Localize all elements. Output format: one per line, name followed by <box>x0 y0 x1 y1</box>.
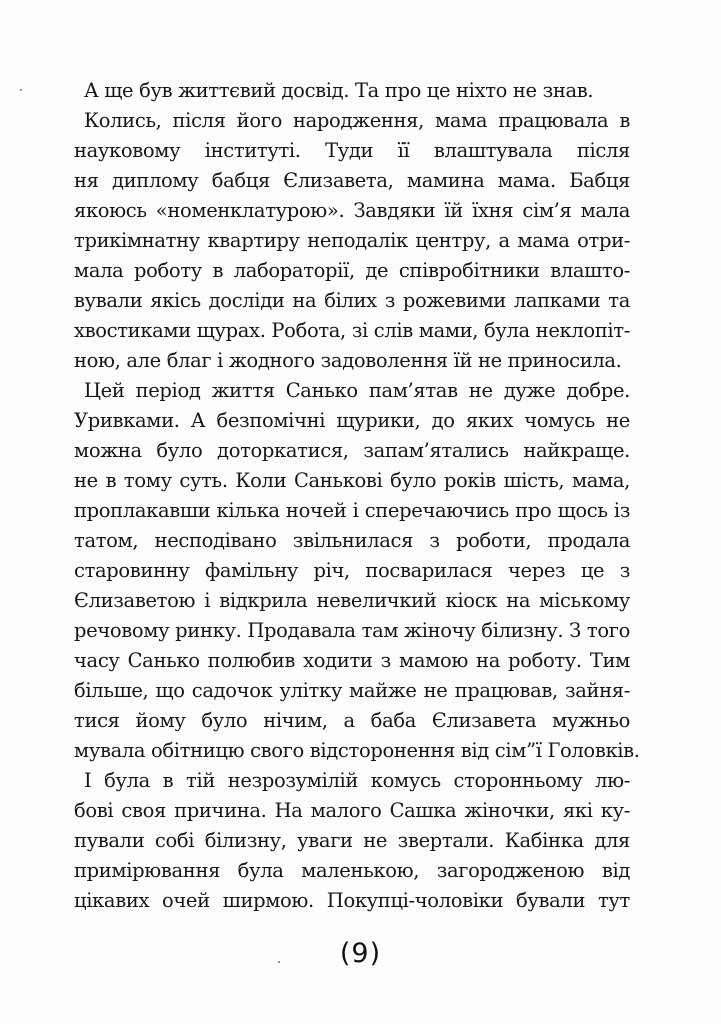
text-line: трикімнатну квартиру неподалік центру, а мама отри- <box>74 229 630 252</box>
text-line: якоюсь «номенклатурою». Завдяки їй їхня сім’я мала <box>74 199 630 222</box>
text-line: не в тому суть. Коли Санькові було років шість, мама, <box>74 469 630 492</box>
text-line: татом, несподівано звільнилася з роботи, продала <box>74 529 630 552</box>
print-speck <box>20 89 22 91</box>
text-line: більше, що садочок улітку майже не працював, зайня- <box>74 679 630 702</box>
text-line: речовому ринку. Продавала там жіночу білизну. З того <box>74 619 630 642</box>
page-text <box>74 76 640 916</box>
text-line: мала роботу в лабораторії, де співробітники влашто- <box>74 259 630 282</box>
text-line: проплакавши кілька ночей і сперечаючись про щось із <box>74 499 630 522</box>
text-line: хвостиками щурах. Робота, зі слів мами, була неклопіт- <box>74 319 630 342</box>
text-line: цікавих очей ширмою. Покупці-чоловіки бували тут <box>74 889 630 912</box>
text-line: Цей період життя Санько пам’ятав не дуже добре. <box>84 379 630 402</box>
text-line: бові своя причина. На малого Сашка жіночки, які ку- <box>74 799 630 822</box>
text-line: примірювання була маленькою, загородженою від <box>74 859 630 882</box>
text-line: А ще був життєвий досвід. Та про це ніхто не знав. <box>84 79 594 102</box>
text-line: Єлизаветою і відкрила невеличкий кіоск на міському <box>74 589 630 612</box>
text-line: ня диплому бабця Єлизавета, мамина мама. Бабця <box>74 169 630 192</box>
text-line: І була в тій незрозумілій комусь сторонньому лю- <box>84 769 630 792</box>
text-line: вували якісь досліди на білих з рожевими лапками та <box>74 289 630 312</box>
text-line: тися йому було нічим, а баба Єлизавета мужньо <box>74 709 630 732</box>
text-line: пували собі білизну, уваги не звертали. Кабінка для <box>74 829 630 852</box>
text-line: старовинну фамільну річ, посварилася через це з <box>74 559 630 582</box>
page-number: (9) <box>339 938 382 969</box>
text-line: можна було доторкатися, запам’ятались найкраще. <box>74 439 630 462</box>
text-line: мувала обітницю свого відсторонення від сім”ї Головків. <box>74 739 640 762</box>
text-line: ною, але благ і жодного задоволення їй не приносила. <box>74 349 622 372</box>
text-line: часу Санько полюбив ходити з мамою на роботу. Тим <box>74 649 630 672</box>
text-line: Колись, після його народження, мама працювала в <box>84 109 630 132</box>
text-line: Уривками. А безпомічні щурики, до яких чомусь не <box>74 409 630 432</box>
text-line: науковому інституті. Туди її влаштувала після <box>74 139 630 162</box>
